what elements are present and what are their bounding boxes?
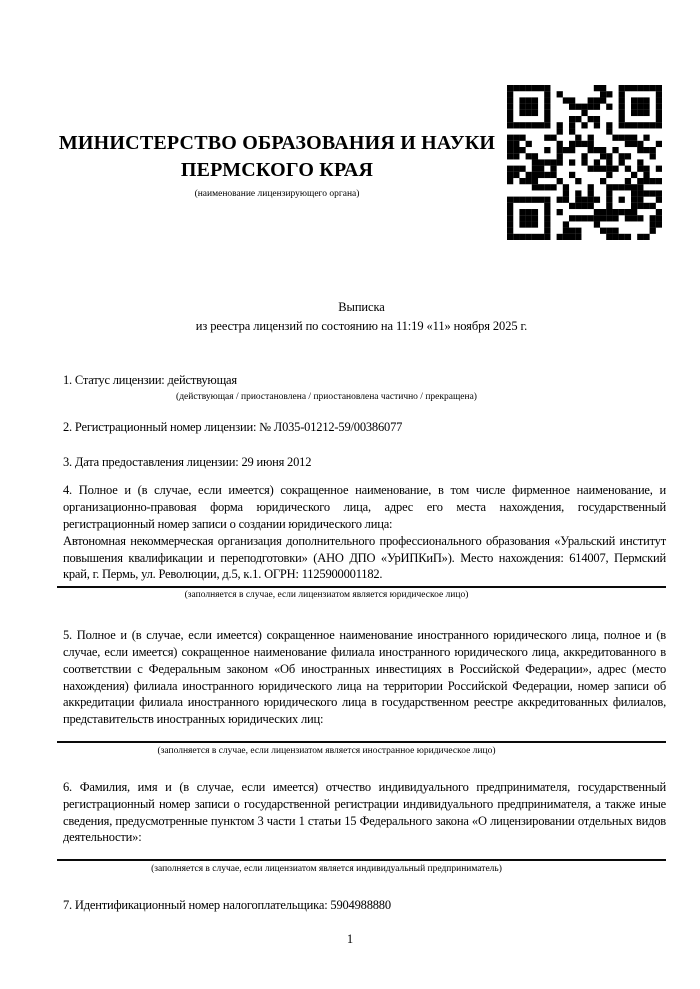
licensing-authority-block [57, 130, 497, 200]
item-legal-entity-value: Автономная некоммерческая организация дополнительного профессионального образования «Уральский институт повышения квалификации и переподготовки» (АНО ДПО «УрИПКиП»). Место нахождения: 614007, Пермский край, г. Пермь, ул. Революции, д.5, к.1. ОГРН: 1125900001182. [63, 533, 666, 582]
license-status-options-caption: (действующая / приостановлена / приостановлена частично / прекращена) [176, 391, 477, 402]
item-legal-entity-label: 4. Полное и (в случае, если имеется) сокращенное наименование, в том числе фирменное наименование, и организационно-правовая форма юридического лица, адрес его места нахождения, государственный регистрационный номер записи о создании юридического лица: [63, 483, 666, 531]
foreign-entity-rule-caption: (заполняется в случае, если лицензиатом является иностранное юридическое лицо) [157, 745, 496, 756]
document-header [0, 0, 700, 240]
extract-subheading: из реестра лицензий по состоянию на 11:19 «11» ноября 2025 г. [195, 319, 528, 333]
ministry-name-line1: МИНИСТЕРСТВО ОБРАЗОВАНИЯ И НАУКИ [58, 132, 496, 154]
legal-entity-fill-rule [57, 586, 666, 588]
item-license-status: 1. Статус лицензии: действующая [63, 373, 237, 387]
qr-code-svg [507, 85, 662, 240]
licensing-authority-caption: (наименование лицензирующего органа) [194, 189, 360, 199]
foreign-entity-fill-rule [57, 741, 666, 743]
extract-heading: Выписка [338, 300, 385, 314]
individual-entrepreneur-rule-caption: (заполняется в случае, если лицензиатом является индивидуальный предприниматель) [151, 864, 502, 875]
item-individual-entrepreneur-label: 6. Фамилия, имя и (в случае, если имеется) отчество индивидуального предпринимателя, государственный регистрационный номер записи о государственной регистрации индивидуального предпринимателя, а также иные сведения, предусмотренные пунктом 3 части 1 статьи 15 Федерального закона «О лицензировании отдельных видов деятельности»: [63, 779, 666, 845]
item-grant-date: 3. Дата предоставления лицензии: 29 июня 2012 [63, 454, 312, 469]
extract-title-block [57, 298, 666, 336]
legal-entity-rule-caption: (заполняется в случае, если лицензиатом является юридическое лицо) [184, 590, 469, 601]
individual-entrepreneur-fill-rule [57, 859, 666, 861]
item-taxpayer-number: 7. Идентификационный номер налогоплательщика: 5904988880 [63, 898, 391, 913]
item-registration-number: 2. Регистрационный номер лицензии: № Л035-01212-59/00386077 [63, 419, 403, 434]
ministry-name-line2: ПЕРМСКОГО КРАЯ [180, 159, 374, 181]
item-foreign-entity-label: 5. Полное и (в случае, если имеется) сокращенное наименование иностранного юридического лица, полное и (в случае, если имеется) сокращенное наименование филиала иностранного юридического лица, аккредитованного в соответствии с Федеральным законом «Об иностранных инвестициях в Российской Федерации», адрес (место нахождения) филиала иностранного юридического лица на территории Российской Федерации, номер записи об аккредитации филиала иностранного юридического лица в государственном реестре аккредитованных филиалов, представительств иностранных юридических лиц: [63, 628, 666, 727]
page-number: 1 [346, 931, 354, 946]
qr-code-icon [507, 85, 662, 240]
document-body [0, 298, 700, 914]
